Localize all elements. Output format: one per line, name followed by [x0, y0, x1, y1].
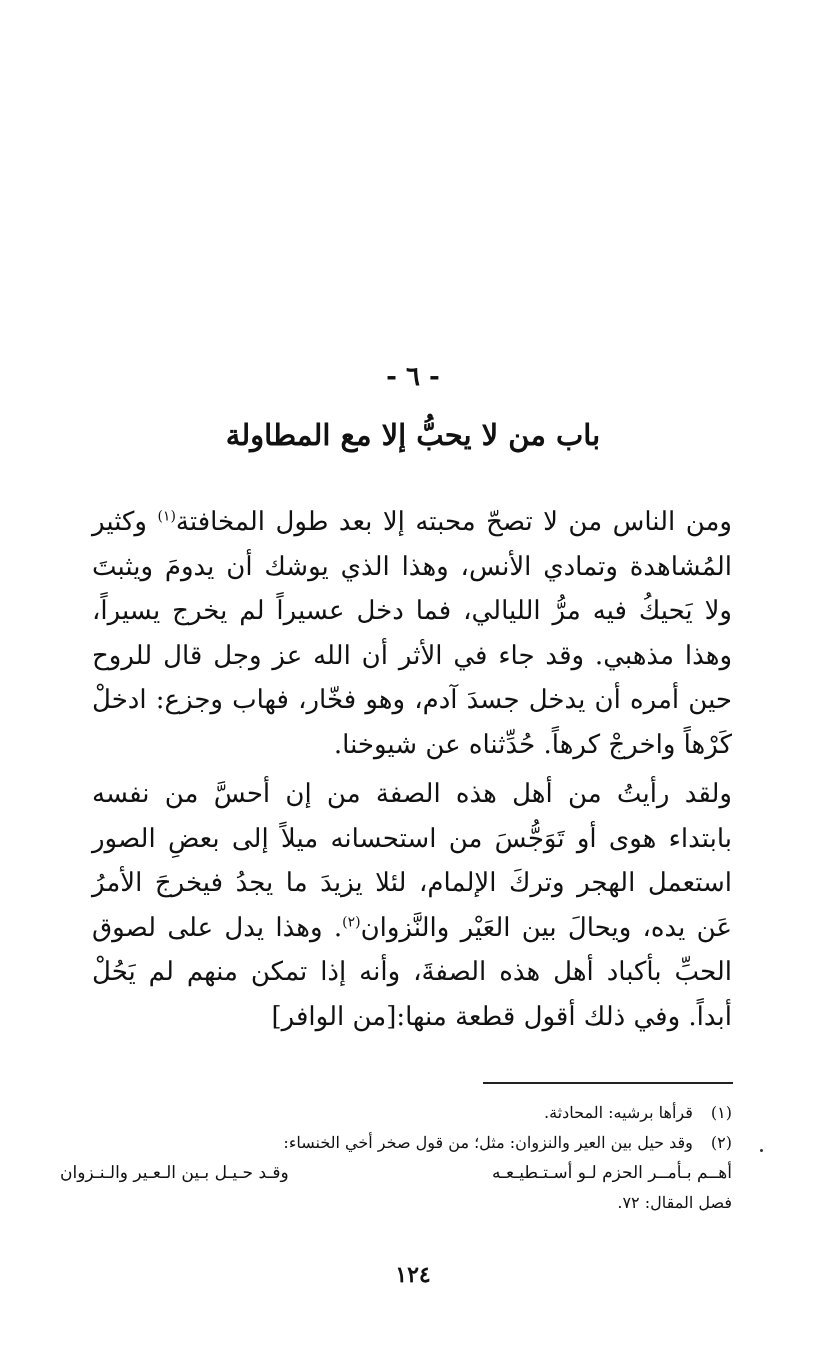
footnotes: [60, 1098, 732, 1218]
footnote-ref-2: (٢): [342, 913, 361, 930]
footnote-ref-1: (١): [157, 508, 176, 525]
chapter-title: باب من لا يحبُّ إلا مع المطاولة: [225, 418, 601, 452]
paragraph-1-text: ومن الناس من لا تصحّ محبته إلا بعد طول المخافتة: [175, 507, 732, 537]
footnote-1-number: (١): [710, 1103, 732, 1122]
poem-first-hemistich: أهــم بـأمــر الحزم لـو أسـتـطيـعـه: [491, 1163, 732, 1183]
footnote-1: [60, 1098, 732, 1128]
page-number: ١٢٤: [395, 1262, 431, 1288]
paragraph-2-text: ولقد رأيتُ من أهل هذه الصفة من إن أحسَّ من نفسه بابتداء هوى أو تَوَجُّسَ من استحسانه ميلاً إلى بعضِ الصور استعمل الهجر وتركَ الإلمام، لئلا يزيدَ ما يجدُ فيخرجَ الأمرُ عَن يده، ويحالَ بين العَيْر والنَّزوان: [92, 779, 732, 943]
paragraph-1: [92, 500, 796, 767]
footnote-divider: [483, 1082, 733, 1084]
print-speck: [760, 1149, 763, 1152]
paragraph-1-rest: وكثير المُشاهدة وتمادي الأنس، وهذا الذي يوشك أن يدومَ ويثبتَ ولا يَحيكُ فيه مرُّ الليالي، فما دخل عسيراً لم يخرج يسيراً، وهذا مذهبي. وقد جاء في الأثر أن الله عز وجل قال للروح حين أمره أن يدخل جسدَ آدم، وهو فخّار، فهاب وجزع: ادخلْ كَرْهاً واخرجْ كرهاً. حُدِّثناه عن شيوخنا.: [92, 507, 732, 760]
footnote-2-text: وقد حيل بين العير والنزوان: مثل؛ من قول صخر أخي الخنساء:: [283, 1133, 693, 1152]
paragraph-2-rest: . وهذا يدل على لصوق الحبِّ بأكباد أهل هذه الصفةَ، وأنه إذا تمكن منهم لم يَحُلْ أبداً. وفي ذلك أقول قطعة منها:[من الوافر]: [92, 912, 732, 1032]
paragraph-2: [92, 772, 796, 1039]
footnote-2: [60, 1128, 732, 1158]
footnote-source: فصل المقال: ٧٢.: [617, 1193, 732, 1212]
poem-verse: [60, 1158, 732, 1188]
poem-second-hemistich: وقـد حـيـل بـين الـعـير والـنـزوان: [60, 1163, 289, 1183]
chapter-number: - ٦ -: [386, 362, 440, 392]
footnote-2-number: (٢): [710, 1133, 732, 1152]
footnote-1-text: قرأها برشيه: المحادثة.: [544, 1103, 693, 1122]
